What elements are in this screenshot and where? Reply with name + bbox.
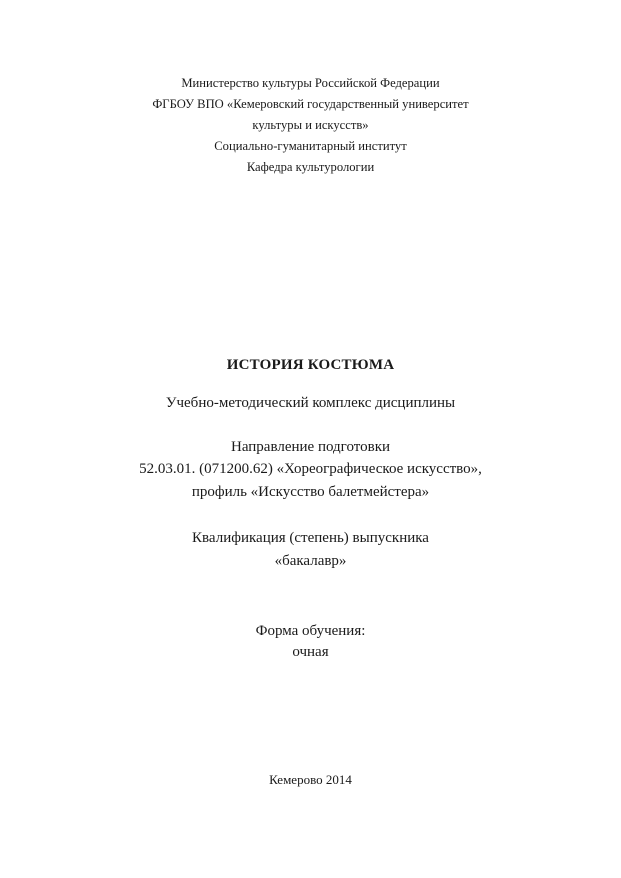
qualification-value: «бакалавр» xyxy=(274,553,347,569)
institute-line: Социально-гуманитарный институт xyxy=(214,139,407,153)
ministry-line: Министерство культуры Российской Федерации xyxy=(181,76,440,90)
qualification-label: Квалификация (степень) выпускника xyxy=(192,530,429,546)
direction-label: Направление подготовки xyxy=(230,439,391,455)
study-form-value: очная xyxy=(292,644,329,660)
university-line-2: культуры и искусств» xyxy=(252,118,369,132)
university-line-1: ФГБОУ ВПО «Кемеровский государственный университет xyxy=(152,97,469,111)
study-form-label: Форма обучения: xyxy=(255,623,366,639)
document-title: ИСТОРИЯ КОСТЮМА xyxy=(226,357,395,373)
city-year: Кемерово 2014 xyxy=(269,772,352,787)
department-line: Кафедра культурологии xyxy=(246,160,375,174)
direction-code: 52.03.01. (071200.62) «Хореографическое искусство», xyxy=(139,461,482,477)
document-subtitle: Учебно-методический комплекс дисциплины xyxy=(165,395,456,411)
direction-profile: профиль «Искусство балетмейстера» xyxy=(191,484,430,500)
